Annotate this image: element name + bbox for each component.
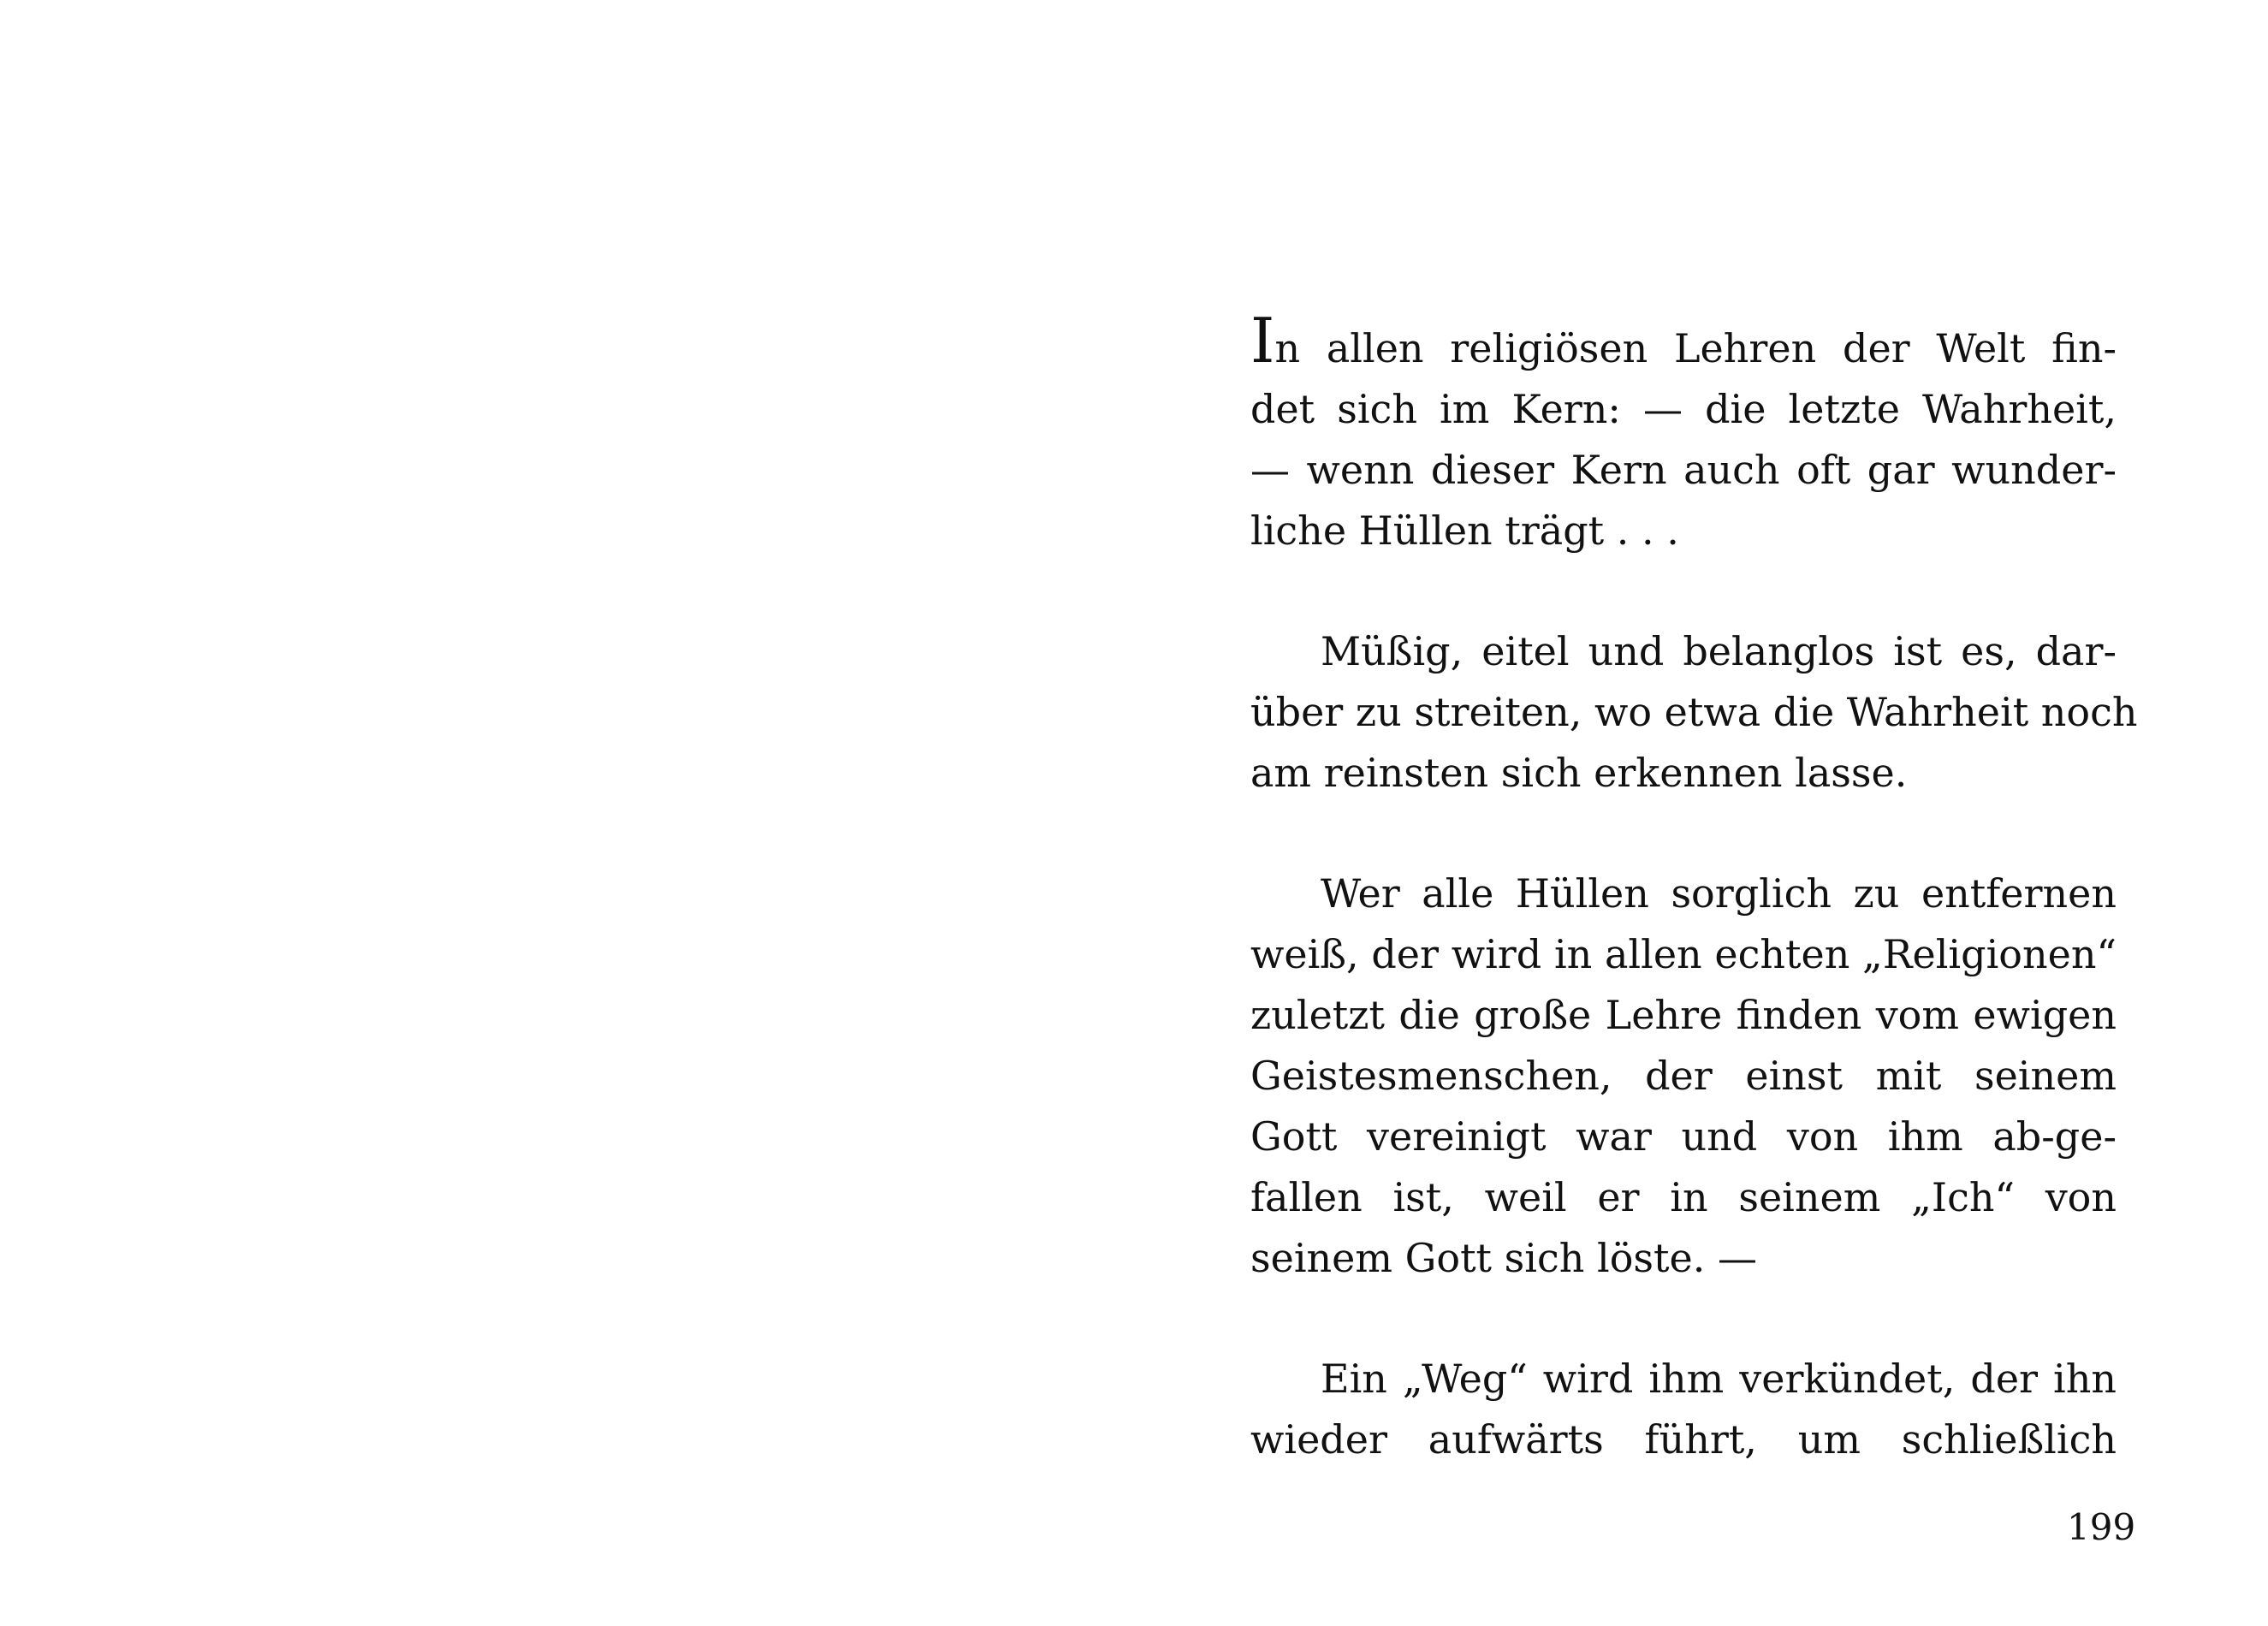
- drop-cap: I: [1250, 305, 1275, 377]
- paragraph-4: [1250, 1349, 2117, 1470]
- text-line: seinem Gott sich löste. —: [1250, 1235, 1757, 1281]
- text-line: zuletzt die große Lehre finden vom ewigen: [1250, 992, 2117, 1038]
- paragraph-1: [1250, 305, 2117, 561]
- text-line: über zu streiten, wo etwa die Wahrheit noch: [1250, 689, 2138, 735]
- text-line: wieder aufwärts führt, um schließlich: [1250, 1416, 2117, 1463]
- text-line: Wer alle Hüllen sorglich zu entfernen: [1321, 870, 2117, 917]
- text-line: Gott vereinigt war und von ihm ab-ge-: [1250, 1113, 2117, 1160]
- text-line: am reinsten sich erkennen lasse.: [1250, 750, 1908, 796]
- text-line: liche Hüllen trägt . . .: [1250, 507, 1679, 554]
- paragraph-2: [1250, 621, 2138, 804]
- text-line: In allen religiösen Lehren der Welt fin-: [1250, 305, 2117, 377]
- text-line: Müßig, eitel und belanglos ist es, dar-: [1321, 628, 2117, 674]
- right-page: [1134, 0, 2268, 1626]
- text-line: Ein „Weg“ wird ihm verkündet, der ihn: [1321, 1356, 2117, 1402]
- text-line: — wenn dieser Kern auch oft gar wunder-: [1250, 447, 2117, 493]
- text-line: det sich im Kern: — die letzte Wahrheit,: [1250, 386, 2117, 432]
- text-line: fallen ist, weil er in seinem „Ich“ von: [1250, 1174, 2117, 1220]
- page-number: 199: [2067, 1506, 2136, 1548]
- text-line: weiß, der wird in allen echten „Religionen“: [1250, 931, 2117, 977]
- text-line: Geistesmenschen, der einst mit seinem: [1250, 1053, 2117, 1099]
- paragraph-3: [1250, 863, 2117, 1289]
